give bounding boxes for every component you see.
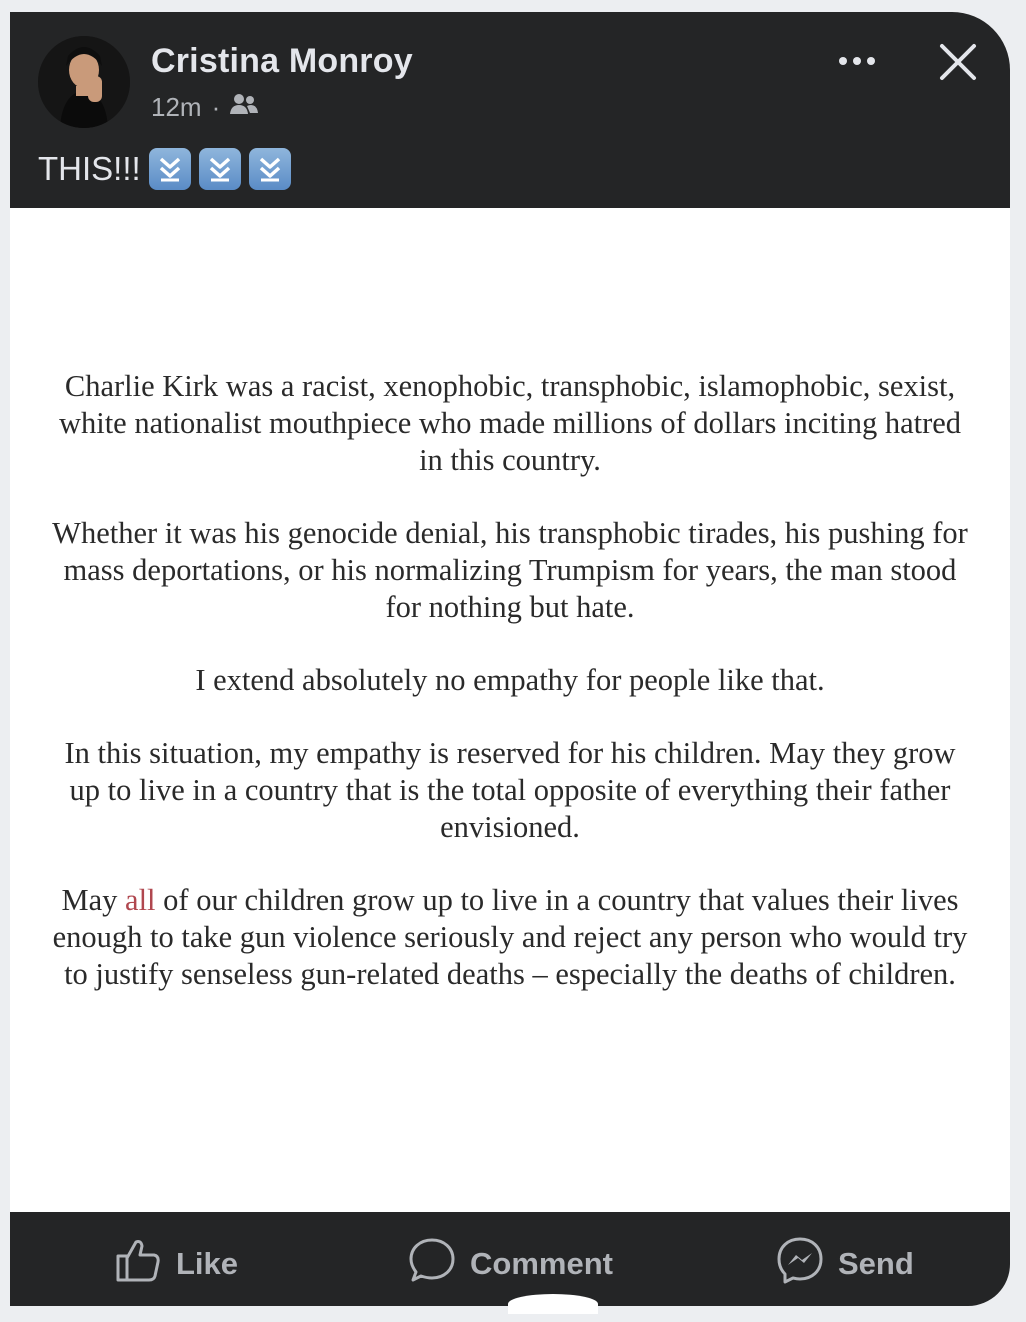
quote-paragraph: Charlie Kirk was a racist, xenophobic, transphobic, islamophobic, sexist, white nationalist mouthpiece who made millions of dollars inciting hatred in this country. — [58, 369, 962, 477]
comment-icon — [408, 1236, 456, 1292]
quote-paragraph: Whether it was his genocide denial, his transphobic tirades, his pushing for mass deportations, or his normalizing Trumpism for years, the man stood for nothing but hate. — [52, 516, 968, 624]
more-options-icon[interactable] — [833, 46, 881, 76]
quote-highlight: all — [125, 883, 156, 917]
quote-paragraph: In this situation, my empathy is reserved for his children. May they grow up to live in a country that is the total opposite of everything their father envisioned. — [64, 736, 956, 844]
quote-paragraph — [50, 882, 970, 993]
meta-separator: · — [211, 92, 221, 122]
post-image[interactable] — [10, 208, 1010, 1212]
friends-icon — [230, 92, 258, 123]
post-meta — [151, 92, 258, 123]
double-arrow-down-icon — [249, 148, 291, 190]
send-button[interactable] — [776, 1236, 914, 1292]
post-viewer — [10, 12, 1010, 1306]
like-button[interactable] — [114, 1236, 238, 1292]
author-name[interactable]: Cristina Monroy — [151, 42, 413, 80]
send-label: Send — [838, 1246, 914, 1281]
swipe-handle[interactable] — [508, 1294, 598, 1314]
like-label: Like — [176, 1246, 239, 1281]
post-caption-text: THIS!!! — [38, 150, 141, 187]
post-header — [10, 12, 1010, 208]
avatar[interactable] — [38, 36, 130, 128]
double-arrow-down-icon — [199, 148, 241, 190]
double-arrow-down-icon — [149, 148, 191, 190]
post-time[interactable]: 12m — [151, 92, 202, 122]
comment-label: Comment — [470, 1246, 613, 1281]
close-icon[interactable] — [938, 42, 978, 82]
quote-text-part: May — [61, 883, 126, 917]
quote-paragraph: I extend absolutely no empathy for people like that. — [195, 663, 825, 697]
action-bar — [10, 1212, 1010, 1306]
post-caption — [38, 148, 291, 190]
quote-text-part: of our children grow up to live in a country that values their lives enough to take gun violence seriously and reject any person who would try to justify senseless gun-related deaths – especially the deaths of children. — [52, 883, 968, 991]
comment-button[interactable] — [408, 1236, 613, 1292]
thumbs-up-icon — [114, 1236, 162, 1292]
image-quote-text — [50, 368, 970, 1029]
messenger-icon — [776, 1236, 824, 1292]
